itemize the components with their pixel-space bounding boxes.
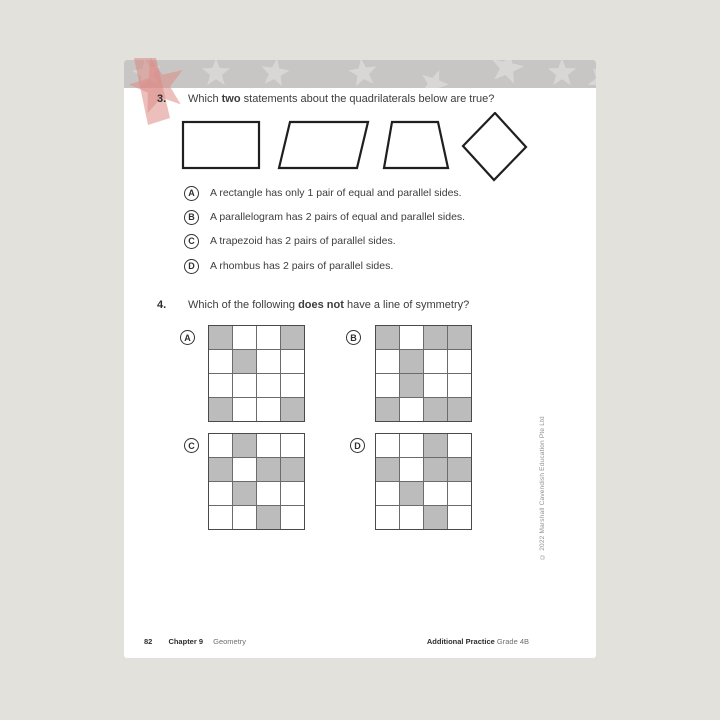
question-4-text-post: have a line of symmetry? (346, 299, 470, 311)
question-3-text (188, 92, 494, 106)
grid-cell-shaded (281, 398, 304, 421)
rectangle-figure (183, 122, 259, 168)
grid-cell (233, 326, 256, 349)
rhombus-figure (463, 113, 526, 180)
q3-option-d (184, 258, 393, 274)
grid-cell (209, 374, 232, 397)
grid-cell-shaded (424, 434, 447, 457)
option-b-text: A parallelogram has 2 pairs of equal and parallel sides. (210, 211, 466, 223)
grid-cell-shaded (424, 326, 447, 349)
grid-cell-shaded (257, 458, 280, 481)
grid-cell (233, 458, 256, 481)
grid-cell-shaded (209, 458, 232, 481)
q3-option-b (184, 209, 465, 225)
grid-cell (233, 398, 256, 421)
grid-cell (257, 374, 280, 397)
grid-cell-shaded (209, 398, 232, 421)
page-number: 82 (144, 637, 153, 646)
grid-cell (424, 482, 447, 505)
grid-cell (257, 482, 280, 505)
option-a-circle: A (184, 186, 199, 201)
footer-left (144, 637, 246, 646)
trapezoid-figure (384, 122, 448, 168)
grid-cell (424, 350, 447, 373)
grid-cell (209, 506, 232, 529)
grid-cell (281, 434, 304, 457)
series-label: Additional Practice (426, 637, 495, 646)
star-icon (583, 60, 596, 88)
grid-cell (448, 506, 471, 529)
grid-cell (448, 350, 471, 373)
grid-cell-shaded (376, 398, 399, 421)
star-icon (202, 60, 231, 85)
star-icon (488, 60, 527, 85)
star-icon (548, 60, 577, 85)
grid-cell-shaded (281, 458, 304, 481)
grid-c-label: C (184, 438, 199, 453)
grid-cell (448, 434, 471, 457)
grid-cell-shaded (400, 374, 423, 397)
question-3-text-post: statements about the quadrilaterals below are true? (243, 93, 495, 105)
symmetry-grid-d (375, 433, 472, 530)
footer-right (427, 637, 529, 646)
grid-cell-shaded (400, 350, 423, 373)
grid-cell-shaded (233, 434, 256, 457)
option-a-text: A rectangle has only 1 pair of equal and parallel sides. (210, 187, 462, 199)
grid-cell (281, 506, 304, 529)
grid-cell-shaded (424, 506, 447, 529)
option-d-text: A rhombus has 2 pairs of parallel sides. (210, 260, 394, 272)
grid-cell-shaded (209, 326, 232, 349)
grid-cell (400, 326, 423, 349)
star-icon (347, 60, 379, 87)
grade-label: Grade 4B (496, 637, 529, 646)
grid-cell (448, 482, 471, 505)
grid-cell-shaded (400, 482, 423, 505)
symmetry-grid-c (208, 433, 305, 530)
grid-cell (400, 434, 423, 457)
grid-cell (424, 374, 447, 397)
question-3-text-bold: two (221, 93, 241, 105)
grid-cell (376, 482, 399, 505)
grid-b-label: B (346, 330, 361, 345)
star-icon (259, 60, 291, 87)
grid-cell-shaded (257, 506, 280, 529)
grid-cell (376, 350, 399, 373)
grid-cell (233, 374, 256, 397)
grid-cell (281, 350, 304, 373)
quadrilateral-figures (124, 112, 596, 184)
q3-option-a (184, 185, 462, 201)
grid-cell (209, 482, 232, 505)
grid-cell (376, 506, 399, 529)
grid-cell (257, 434, 280, 457)
grid-cell (448, 374, 471, 397)
grid-cell-shaded (424, 398, 447, 421)
chapter-topic: Geometry (213, 637, 247, 646)
grid-a-label: A (180, 330, 195, 345)
workbook-page (124, 60, 596, 658)
grid-d-label: D (350, 438, 365, 453)
q3-option-c (184, 233, 396, 249)
option-d-circle: D (184, 259, 199, 274)
chapter-label: Chapter 9 (168, 637, 204, 646)
grid-cell (233, 506, 256, 529)
option-c-circle: C (184, 234, 199, 249)
star-icon (416, 65, 452, 88)
grid-cell (281, 482, 304, 505)
question-3-text-pre: Which (188, 93, 219, 105)
grid-cell (400, 398, 423, 421)
grid-cell (209, 434, 232, 457)
grid-cell (257, 350, 280, 373)
grid-cell-shaded (281, 326, 304, 349)
grid-cell-shaded (376, 458, 399, 481)
grid-cell-shaded (233, 482, 256, 505)
option-b-circle: B (184, 210, 199, 225)
question-3-number: 3. (157, 93, 167, 105)
grid-cell-shaded (448, 326, 471, 349)
grid-cell (209, 350, 232, 373)
grid-cell (400, 458, 423, 481)
copyright-text: © 2022 Marshall Cavendish Education Pte Ltd (539, 416, 546, 560)
question-4-text-bold: does not (298, 299, 344, 311)
symmetry-grid-b (375, 325, 472, 422)
grid-cell-shaded (233, 350, 256, 373)
grid-cell (281, 374, 304, 397)
grid-cell-shaded (448, 458, 471, 481)
option-c-text: A trapezoid has 2 pairs of parallel sides. (210, 235, 396, 247)
question-4-text (188, 298, 469, 312)
grid-cell-shaded (424, 458, 447, 481)
symmetry-grid-a (208, 325, 305, 422)
question-4-text-pre: Which of the following (188, 299, 295, 311)
question-4-number: 4. (157, 299, 167, 311)
grid-cell-shaded (448, 398, 471, 421)
grid-cell (376, 434, 399, 457)
grid-cell (257, 326, 280, 349)
grid-cell-shaded (376, 326, 399, 349)
grid-cell (400, 506, 423, 529)
grid-cell (257, 398, 280, 421)
grid-cell (376, 374, 399, 397)
parallelogram-figure (279, 122, 368, 168)
